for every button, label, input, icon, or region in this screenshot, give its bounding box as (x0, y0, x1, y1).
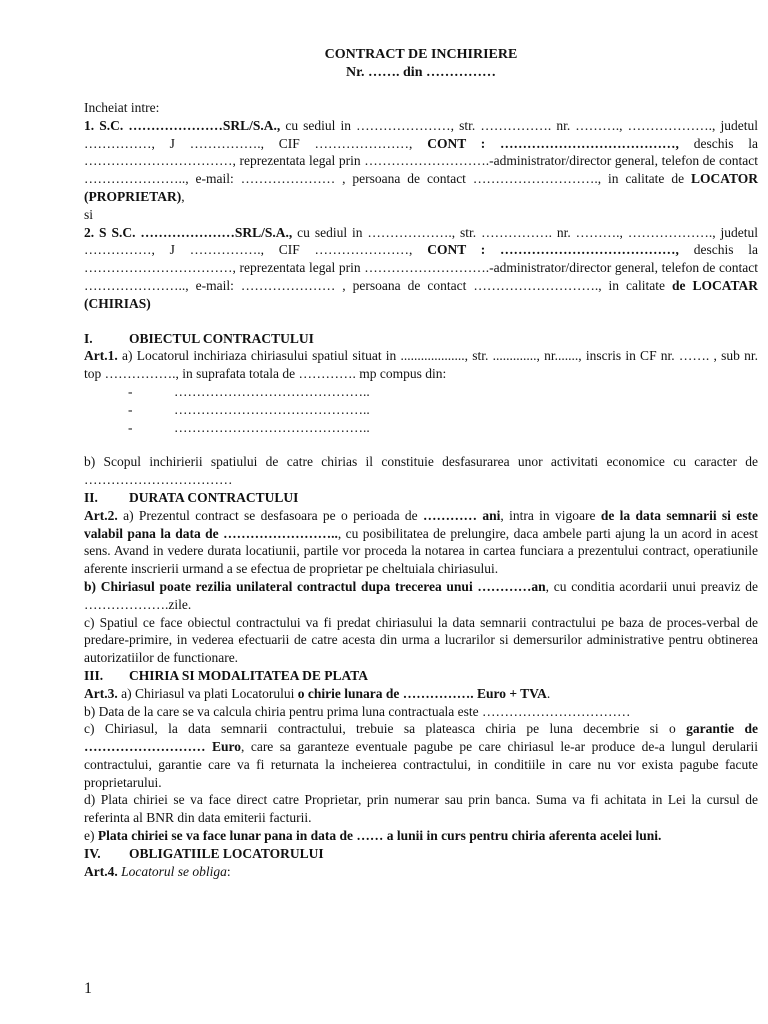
art-1-b: b) Scopul inchirierii spatiului de catre chirias il constituie desfasurarea unor activitati economice cu caracter de …………………………… (84, 454, 758, 488)
art-1-a (84, 347, 758, 383)
section-1-title: OBIECTUL CONTRACTULUI (129, 330, 314, 346)
party-2-paragraph (84, 224, 758, 313)
party-1-details-b: deschis la ……………………………, reprezentata legal prin ……………………….-administrator/director general, telefon de contact ………………….., e-mail: ………………… , persoana de contact ………………………., in calitate de (84, 135, 758, 187)
section-2-heading (84, 489, 758, 507)
party-1-account: CONT : …………………………………, (427, 135, 679, 151)
party-1-label: 1. S.C. …………………SRL/S.A., (84, 117, 281, 133)
art-1-list-item (84, 383, 758, 401)
art-3-b: b) Data de la care se va calcula chiria pentru prima luna contractuala este …………………………… (84, 703, 631, 719)
contract-title: CONTRACT DE INCHIRIERE (324, 47, 518, 62)
parties-conjunction: si (84, 206, 94, 222)
art-4 (84, 863, 758, 881)
section-4-number: IV. (84, 845, 101, 861)
section-4-title: OBLIGATIILE LOCATORULUI (129, 845, 324, 861)
section-2-title: DURATA CONTRACTULUI (129, 489, 299, 505)
art-3-c-text-1: c) Chiriasul, la data semnarii contractului, trebuie sa plateasca chiria pe luna decembrie si o (84, 721, 687, 737)
party-1-role: LOCATOR (PROPRIETAR) (84, 171, 758, 204)
art-3-rent: o chirie lunara de ……………. Euro + TVA (297, 685, 547, 701)
section-3-number: III. (84, 667, 104, 683)
art-3-a (84, 685, 758, 703)
art-3-c-text-2: , care sa garanteze eventuale pagube pe care chiriasul le-ar produce de-a lungul derularii contractului, garantie care va fi returnata la incheierea contractului, in conditiile in care nu vor exista pagube facute proprietarului. (84, 739, 758, 790)
art-2-a-text-3: , cu posibilitatea de prelungire, daca ambele parti ajung la un acord in acest sens. Avand in vedere durata locatiunii, partile vor proceda la notarea in cartea funciara a prezentului contract, operatiunile aferente inscrierii urmand a se efectua de proprietar pe cheltuiala chiriasului. (84, 525, 759, 577)
document-page (84, 46, 758, 880)
list-dash: - (128, 383, 133, 399)
art-1-a-text: a) Locatorul inchiriaza chiriasului spatiul situat in ..................., str. ............., nr......., inscris in CF nr. ……. , sub nr. top ……………., in suprafata totala de …………. mp compus din: (84, 348, 758, 382)
party-2-details-b: deschis la ……………………………, reprezentata legal prin ……………………….-administrator/director general, telefon de contact ………………….., e-mail: ………………… , persoana de contact ………………………., in calitate (84, 242, 758, 293)
art-2-label: Art.2. (84, 507, 118, 523)
party-2-account: CONT : …………………………………, (427, 242, 679, 258)
list-dash: - (128, 401, 133, 417)
art-4-text: Locatorul se obliga (117, 863, 227, 879)
art-1-label: Art.1. (84, 348, 118, 364)
party-1-paragraph (84, 117, 758, 206)
art-2-duration: ………… ani (423, 507, 501, 523)
art-3-c (84, 720, 758, 791)
list-item-text: …………………………………….. (174, 401, 370, 417)
art-1-list-item (84, 401, 758, 419)
section-3-heading (84, 667, 758, 685)
art-2-c: c) Spatiul ce face obiectul contractului va fi predat chiriasului la data semnarii contractului pe baza de proces-verbal de predare-primire, in vederea efectuarii de catre acesta din urma a lucrarilor si demersurilor administrative pentru obtinerea autorizatiilor de functionare. (84, 614, 758, 666)
list-item-text: …………………………………….. (174, 419, 370, 435)
parties-intro: Incheiat intre: (84, 100, 160, 115)
art-2-b-bold: b) Chiriasul poate rezilia unilateral contractul dupa trecerea unui …………an (84, 578, 546, 594)
art-2-b-text: , cu conditia acordarii unui preaviz de ……………….zile. (84, 578, 758, 612)
section-1-heading (84, 330, 758, 348)
art-3-e-bold: Plata chiriei se va face lunar pana in data de …… a lunii in curs pentru chiria aferenta acelei luni. (97, 828, 662, 844)
art-3-a-end: . (546, 685, 551, 701)
party-2-role: de LOCATAR (CHIRIAS) (84, 277, 758, 311)
section-3-title: CHIRIA SI MODALITATEA DE PLATA (129, 667, 369, 683)
art-1-list-item (84, 419, 758, 437)
art-3-e (84, 827, 758, 845)
party-2-details-a: cu sediul in ………………., str. ……………. nr. ………., ………………., judetul ……………, J ……………., CIF …………………, (84, 224, 758, 258)
art-3-a-text: a) Chiriasul va plati Locatorului (117, 685, 298, 701)
list-item-text: …………………………………….. (174, 383, 370, 399)
list-dash: - (128, 419, 133, 435)
party-1-details-a: cu sediul in …………………, str. ……………. nr. ………., ………………., judetul ……………, J ……………., CIF …………………, (84, 117, 758, 151)
art-2-b (84, 578, 758, 614)
party-1-end: , (181, 188, 185, 204)
page-number: 1 (84, 980, 92, 997)
art-4-colon: : (226, 863, 231, 879)
party-2-label: 2. S S.C. …………………SRL/S.A., (84, 224, 293, 240)
art-2-a (84, 507, 758, 578)
section-1-number: I. (84, 330, 93, 346)
art-3-label: Art.3. (84, 685, 118, 701)
art-4-label: Art.4. (84, 863, 118, 879)
contract-number-line: Nr. ……. din …………… (345, 65, 496, 80)
art-3-e-label: e) (84, 828, 98, 844)
section-2-number: II. (84, 489, 98, 505)
section-4-heading (84, 845, 758, 863)
art-2-a-text-2: , intra in vigoare (500, 507, 601, 523)
art-3-guarantee: garantie de ……………………… Euro (84, 721, 758, 755)
art-2-a-text-1: a) Prezentul contract se desfasoara pe o perioada de (117, 507, 423, 523)
art-2-validity: de la data semnarii si este valabil pana la data de …………………….. (84, 507, 758, 541)
art-3-d: d) Plata chiriei se va face direct catre Proprietar, prin numerar sau prin banca. Suma va fi achitata in Lei la cursul de referinta al BNR din data emiterii facturii. (84, 792, 758, 826)
